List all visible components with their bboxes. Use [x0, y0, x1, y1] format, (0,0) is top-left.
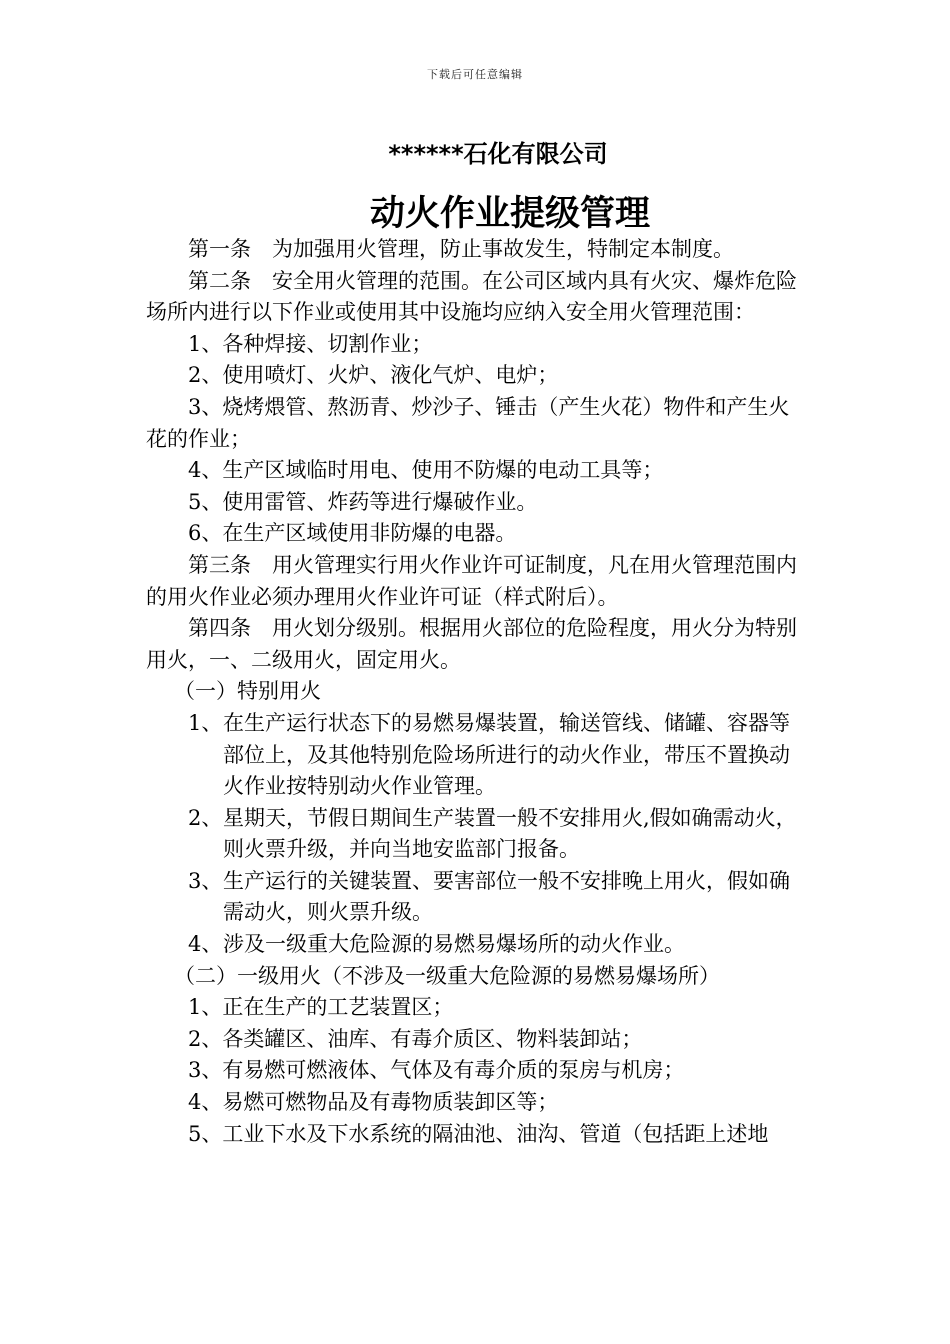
scope-item: 6、在生产区域使用非防爆的电器。 — [188, 521, 517, 546]
list-item-text: 各类罐区、油库、有毒介质区、物料装卸站； — [222, 1026, 643, 1051]
list-item-text: 在生产运行状态下的易燃易爆装置，输送管线、储罐、容器等部位上，及其他特别危险场所进行的动火作业，带压不置换动火作业按特别动火作业管理。 — [223, 710, 790, 799]
article-3: 第三条 用火管理实行用火作业许可证制度，凡在用火管理范围内的用火作业必须办理用火作业许可证（样式附后）。 — [146, 552, 797, 609]
list-item — [146, 1055, 806, 1087]
company-name: ******石化有限公司 — [388, 140, 608, 168]
section-heading-level-1-fire: （二）一级用火（不涉及一级重大危险源的易燃易爆场所） — [174, 963, 720, 988]
list-item-text: 生产运行的关键装置、要害部位一般不安排晚上用火，假如确需动火，则火票升级。 — [223, 868, 790, 925]
section-heading-special-fire: （一）特别用火 — [174, 679, 321, 704]
scope-item: 5、使用雷管、炸药等进行爆破作业。 — [188, 489, 538, 514]
list-item — [146, 1024, 806, 1056]
list-item-number: 3、 — [188, 868, 223, 893]
scope-item: 2、使用喷灯、火炉、液化气炉、电炉； — [188, 363, 559, 388]
document-title: 动火作业提级管理 — [369, 194, 650, 234]
scope-item: 4、生产区域临时用电、使用不防爆的电动工具等； — [188, 458, 664, 483]
article-2: 第二条 安全用火管理的范围。在公司区域内具有火灾、爆炸危险场所内进行以下作业或使用其中设施均应纳入安全用火管理范围： — [146, 268, 797, 325]
list-item-number: 4、 — [188, 932, 223, 957]
article-4: 第四条 用火划分级别。根据用火部位的危险程度，用火分为特别用火，一、二级用火，固定用火。 — [146, 616, 797, 672]
list-item — [146, 866, 806, 929]
article-1: 第一条 为加强用火管理，防止事故发生，特制定本制度。 — [188, 237, 734, 261]
list-item-number: 4、 — [188, 1090, 223, 1115]
list-item-number: 1、 — [188, 995, 223, 1020]
list-item-text: 正在生产的工艺装置区； — [222, 995, 454, 1020]
list-item — [146, 708, 806, 803]
document-body — [146, 234, 806, 1150]
list-item — [146, 1119, 806, 1151]
list-item-number: 2、 — [188, 805, 223, 830]
list-item — [146, 1087, 806, 1119]
list-item — [146, 992, 806, 1024]
list-item-text: 工业下水及下水系统的隔油池、油沟、管道（包括距上述地 — [222, 1121, 769, 1146]
list-item-number: 5、 — [188, 1121, 223, 1146]
list-item — [146, 803, 806, 866]
list-item-text: 涉及一级重大危险源的易燃易爆场所的动火作业。 — [223, 932, 685, 957]
list-item — [146, 929, 806, 961]
list-item-text: 星期天，节假日期间生产装置一般不安排用火,假如确需动火，则火票升级，并向当地安监部门报备。 — [223, 805, 797, 862]
scope-item: 1、各种焊接、切割作业； — [188, 331, 433, 356]
scope-item: 3、烧烤煨管、熬沥青、炒沙子、锤击（产生火花）物件和产生火花的作业； — [146, 394, 790, 451]
list-item-number: 1、 — [188, 710, 223, 735]
list-item-number: 2、 — [188, 1026, 223, 1051]
page-header-note: 下载后可任意编辑 — [427, 68, 523, 81]
list-item-text: 有易燃可燃液体、气体及有毒介质的泵房与机房； — [222, 1058, 685, 1083]
list-item-text: 易燃可燃物品及有毒物质装卸区等； — [222, 1090, 559, 1115]
list-item-number: 3、 — [188, 1058, 223, 1083]
